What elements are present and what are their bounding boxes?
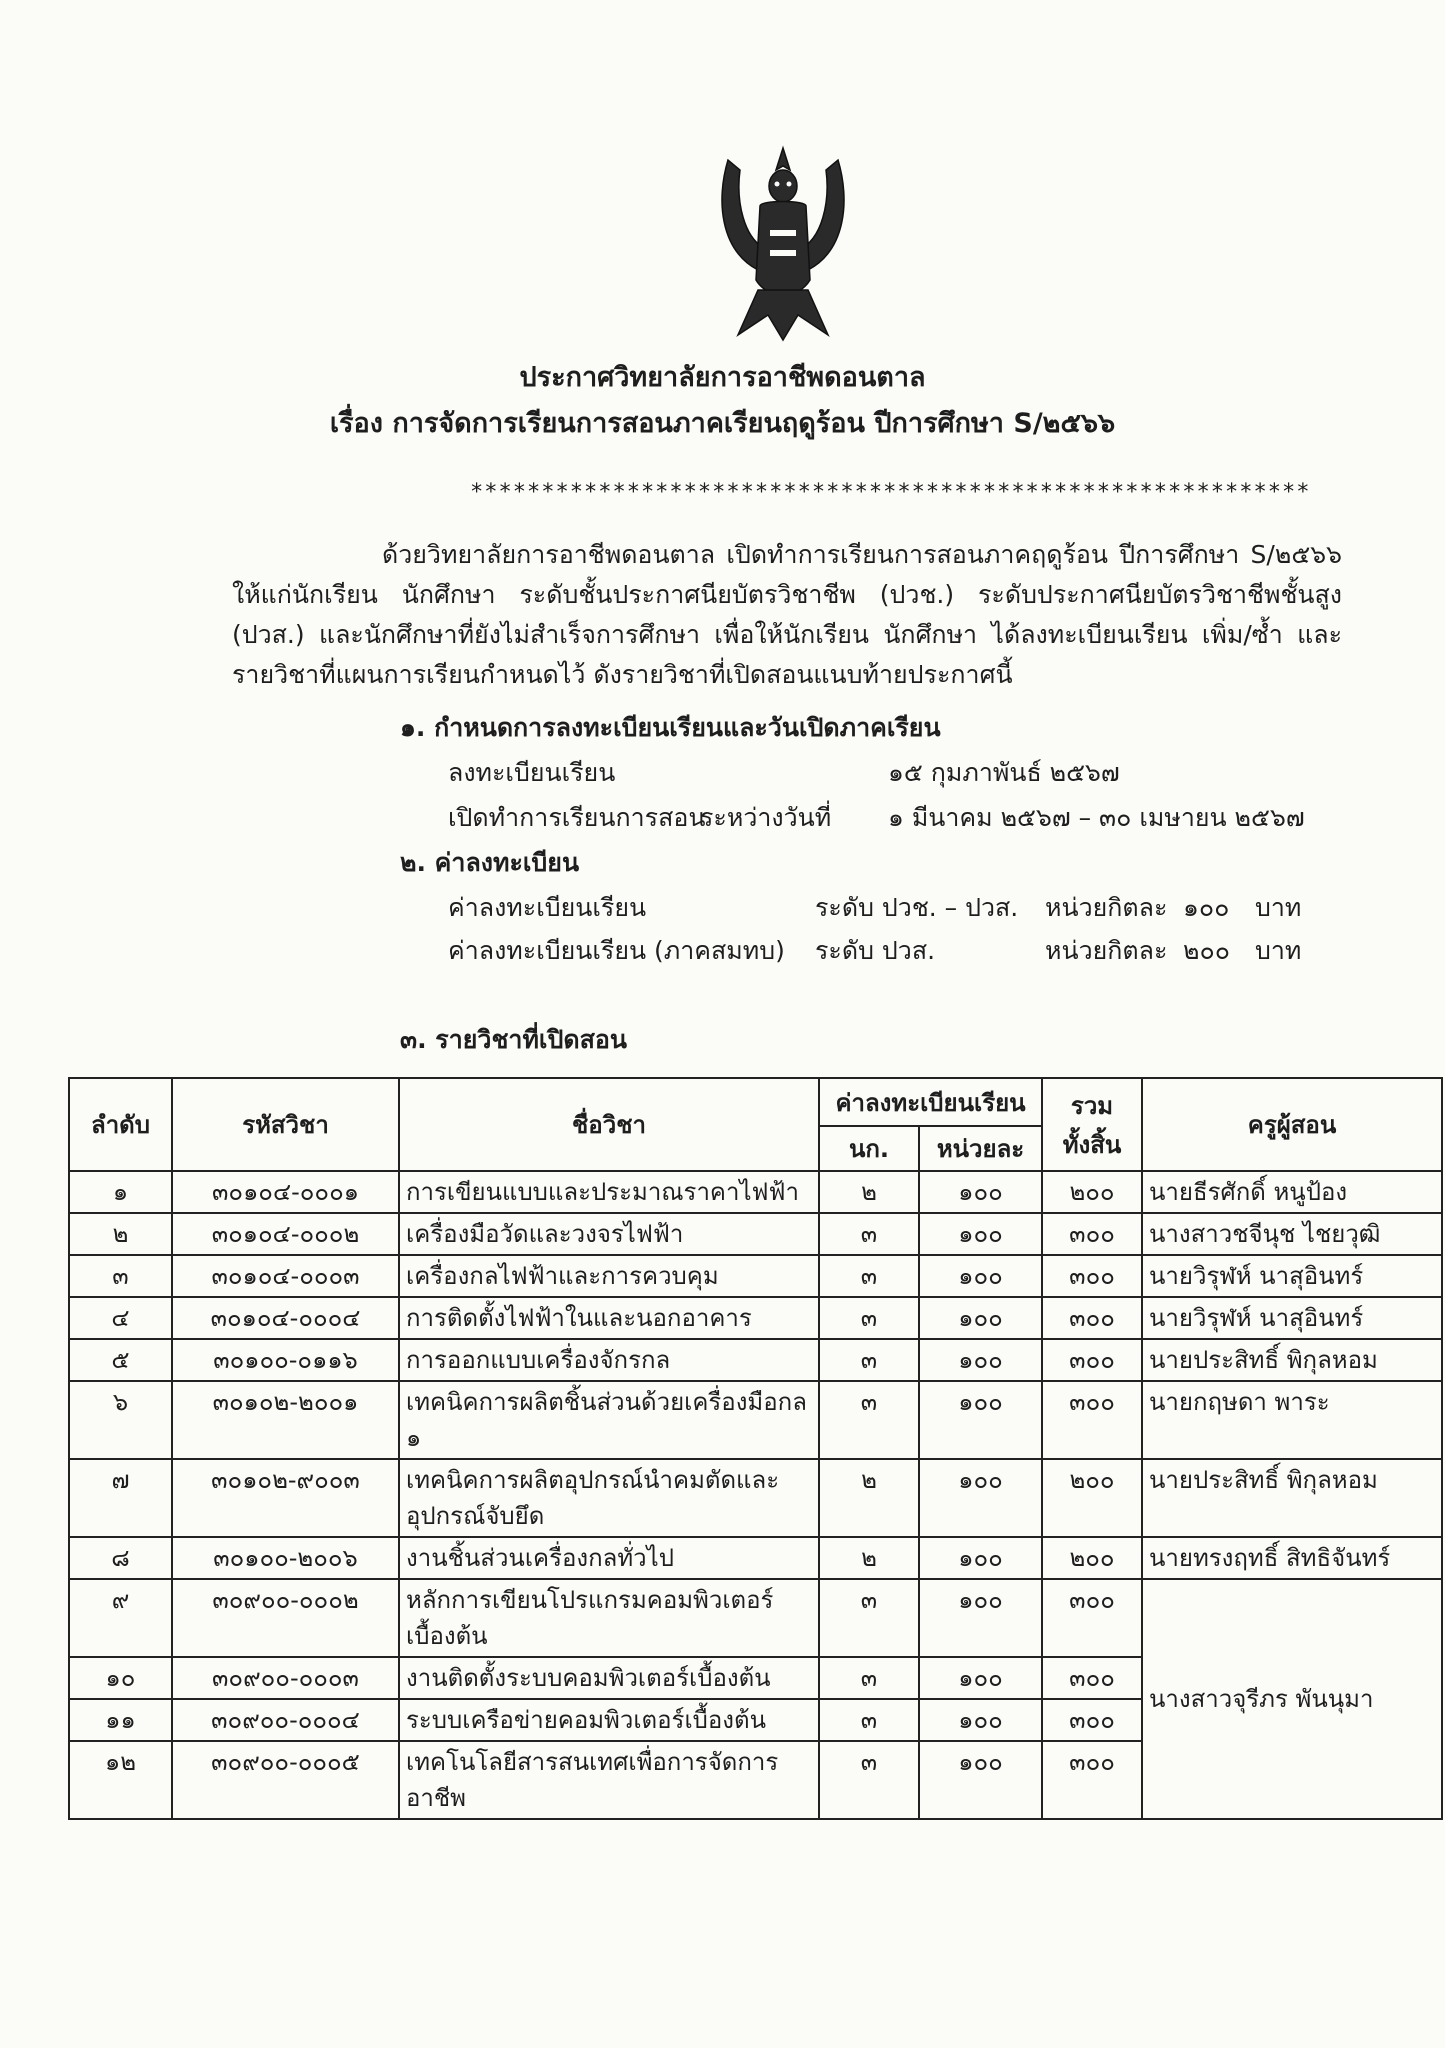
row-total: ๒๐๐ [1042,1537,1142,1579]
header-name: ชื่อวิชา [399,1078,819,1171]
header-credits: นก. [819,1126,919,1171]
row-teacher: นายวิรุฬห์ นาสุอินทร์ [1142,1297,1442,1339]
row-code: ๓๐๑๐๐-๐๑๑๖ [172,1339,399,1381]
row-per-unit: ๑๐๐ [919,1339,1042,1381]
table-row [69,1459,1442,1537]
row-teacher: นางสาวชจีนุช ไชยวุฒิ [1142,1213,1442,1255]
row-per-unit: ๑๐๐ [919,1213,1042,1255]
fee-currency: บาท [1255,936,1302,965]
row-credits: ๓ [819,1255,919,1297]
intro-text: ด้วยวิทยาลัยการอาชีพดอนตาล เปิดทำการเรียนการสอนภาคฤดูร้อน ปีการศึกษา S/๒๕๖๖ ให้แก่นักเรียน นักศึกษา ระดับชั้นประกาศนียบัตรวิชาชีพ (ปวช.) ระดับประกาศนียบัตรวิชาชีพชั้นสูง (ปวส.) และนักศึกษาที่ยังไม่สำเร็จการศึกษา เพื่อให้นักเรียน นักศึกษา ได้ลงทะเบียนเรียน เพิ่ม/ซ้ำ และรายวิชาที่แผนการเรียนกำหนดไว้ ดังรายวิชาที่เปิดสอนแนบท้ายประกาศนี้ [232,540,1342,689]
row-teacher-merged: นางสาวจุรีภร พันนุมา [1142,1579,1442,1819]
row-code: ๓๐๑๐๔-๐๐๐๓ [172,1255,399,1297]
row-no: ๕ [69,1339,172,1381]
fee-label: ค่าลงทะเบียนเรียน (ภาคสมทบ) [448,936,785,965]
row-teacher: นายกฤษดา พาระ [1142,1381,1442,1459]
row-code: ๓๐๙๐๐-๐๐๐๔ [172,1699,399,1741]
intro-paragraph [232,535,1342,695]
table-row [69,1213,1442,1255]
fee-currency: บาท [1255,893,1302,922]
row-per-unit: ๑๐๐ [919,1699,1042,1741]
register-date: ๑๕ กุมภาพันธ์ ๒๕๖๗ [888,758,1120,787]
row-credits: ๓ [819,1381,919,1459]
row-total: ๓๐๐ [1042,1213,1142,1255]
fee-unit: หน่วยกิตละ [1045,893,1168,922]
section1-heading: ๑. กำหนดการลงทะเบียนเรียนและวันเปิดภาคเรียน [400,713,941,742]
table-row [69,1579,1442,1657]
row-teacher: นายทรงฤทธิ์ สิทธิจันทร์ [1142,1537,1442,1579]
table-row [69,1381,1442,1459]
row-no: ๓ [69,1255,172,1297]
row-per-unit: ๑๐๐ [919,1579,1042,1657]
row-name: เทคนิคการผลิตชิ้นส่วนด้วยเครื่องมือกล ๑ [399,1381,819,1459]
header-total-line1: รวม [1070,1091,1114,1120]
row-per-unit: ๑๐๐ [919,1171,1042,1213]
row-per-unit: ๑๐๐ [919,1381,1042,1459]
row-per-unit: ๑๐๐ [919,1537,1042,1579]
header-total-line2: ทั้งสิ้น [1062,1130,1122,1159]
announcement-title: ประกาศวิทยาลัยการอาชีพดอนตาล [519,362,926,393]
row-name: การออกแบบเครื่องจักรกล [399,1339,819,1381]
row-code: ๓๐๑๐๔-๐๐๐๔ [172,1297,399,1339]
row-no: ๑๒ [69,1741,172,1819]
table-row [69,1339,1442,1381]
header-no: ลำดับ [69,1078,172,1171]
row-code: ๓๐๙๐๐-๐๐๐๕ [172,1741,399,1819]
row-credits: ๒ [819,1459,919,1537]
row-no: ๗ [69,1459,172,1537]
row-credits: ๒ [819,1537,919,1579]
row-no: ๒ [69,1213,172,1255]
row-total: ๓๐๐ [1042,1297,1142,1339]
row-per-unit: ๑๐๐ [919,1459,1042,1537]
row-total: ๓๐๐ [1042,1699,1142,1741]
row-credits: ๒ [819,1171,919,1213]
row-credits: ๓ [819,1699,919,1741]
open-between: ระหว่างวันที่ [700,803,832,832]
header-fee: ค่าลงทะเบียนเรียน [819,1078,1042,1126]
row-name: เครื่องกลไฟฟ้าและการควบคุม [399,1255,819,1297]
row-total: ๒๐๐ [1042,1459,1142,1537]
row-code: ๓๐๙๐๐-๐๐๐๒ [172,1579,399,1657]
row-name: เครื่องมือวัดและวงจรไฟฟ้า [399,1213,819,1255]
open-label: เปิดทำการเรียนการสอน [448,803,706,832]
row-credits: ๓ [819,1579,919,1657]
row-total: ๓๐๐ [1042,1255,1142,1297]
row-name: การติดตั้งไฟฟ้าในและนอกอาคาร [399,1297,819,1339]
fee-level: ระดับ ปวช. – ปวส. [815,893,1019,922]
row-total: ๓๐๐ [1042,1579,1142,1657]
row-name: เทคโนโลยีสารสนเทศเพื่อการจัดการอาชีพ [399,1741,819,1819]
fee-label: ค่าลงทะเบียนเรียน [448,893,647,922]
row-teacher: นายประสิทธิ์ พิกุลหอม [1142,1459,1442,1537]
row-total: ๓๐๐ [1042,1741,1142,1819]
row-credits: ๓ [819,1213,919,1255]
row-name: ระบบเครือข่ายคอมพิวเตอร์เบื้องต้น [399,1699,819,1741]
fee-amount: ๑๐๐ [1183,893,1230,922]
row-code: ๓๐๑๐๒-๙๐๐๓ [172,1459,399,1537]
row-code: ๓๐๑๐๔-๐๐๐๑ [172,1171,399,1213]
row-no: ๔ [69,1297,172,1339]
header-per-unit: หน่วยละ [919,1126,1042,1171]
row-name: การเขียนแบบและประมาณราคาไฟฟ้า [399,1171,819,1213]
row-credits: ๓ [819,1657,919,1699]
row-total: ๓๐๐ [1042,1339,1142,1381]
table-row [69,1171,1442,1213]
section3-heading: ๓. รายวิชาที่เปิดสอน [400,1025,627,1054]
section2-heading: ๒. ค่าลงทะเบียน [400,848,580,877]
row-code: ๓๐๑๐๐-๒๐๐๖ [172,1537,399,1579]
row-total: ๓๐๐ [1042,1657,1142,1699]
row-teacher: นายประสิทธิ์ พิกุลหอม [1142,1339,1442,1381]
row-no: ๙ [69,1579,172,1657]
row-code: ๓๐๙๐๐-๐๐๐๓ [172,1657,399,1699]
row-per-unit: ๑๐๐ [919,1297,1042,1339]
row-per-unit: ๑๐๐ [919,1255,1042,1297]
row-code: ๓๐๑๐๒-๒๐๐๑ [172,1381,399,1459]
header-teacher: ครูผู้สอน [1142,1078,1442,1171]
table-row [69,1537,1442,1579]
announcement-subject: เรื่อง การจัดการเรียนการสอนภาคเรียนฤดูร้อน ปีการศึกษา S/๒๕๖๖ [329,408,1116,439]
header-code: รหัสวิชา [172,1078,399,1171]
open-date: ๑ มีนาคม ๒๕๖๗ – ๓๐ เมษายน ๒๕๖๗ [888,803,1305,832]
row-no: ๘ [69,1537,172,1579]
row-no: ๑๐ [69,1657,172,1699]
row-credits: ๓ [819,1297,919,1339]
row-credits: ๓ [819,1339,919,1381]
row-no: ๖ [69,1381,172,1459]
row-name: งานติดตั้งระบบคอมพิวเตอร์เบื้องต้น [399,1657,819,1699]
row-total: ๒๐๐ [1042,1171,1142,1213]
row-per-unit: ๑๐๐ [919,1657,1042,1699]
register-label: ลงทะเบียนเรียน [448,758,616,787]
fee-level: ระดับ ปวส. [815,936,936,965]
fee-amount: ๒๐๐ [1183,936,1230,965]
row-teacher: นายวิรุฬห์ นาสุอินทร์ [1142,1255,1442,1297]
row-name: เทคนิคการผลิตอุปกรณ์นำคมตัดและอุปกรณ์จับยึด [399,1459,819,1537]
row-name: หลักการเขียนโปรแกรมคอมพิวเตอร์เบื้องต้น [399,1579,819,1657]
table-row [69,1297,1442,1339]
header-total [1042,1078,1142,1171]
row-per-unit: ๑๐๐ [919,1741,1042,1819]
row-no: ๑ [69,1171,172,1213]
fee-unit: หน่วยกิตละ [1045,936,1168,965]
garuda-emblem-icon [698,140,868,350]
row-credits: ๓ [819,1741,919,1819]
divider: *********************************************************** [470,480,1311,505]
table-row [69,1255,1442,1297]
courses-table [68,1077,1443,1820]
row-no: ๑๑ [69,1699,172,1741]
row-teacher: นายธีรศักดิ์ หนูป้อง [1142,1171,1442,1213]
row-name: งานชิ้นส่วนเครื่องกลทั่วไป [399,1537,819,1579]
row-code: ๓๐๑๐๔-๐๐๐๒ [172,1213,399,1255]
row-total: ๓๐๐ [1042,1381,1142,1459]
